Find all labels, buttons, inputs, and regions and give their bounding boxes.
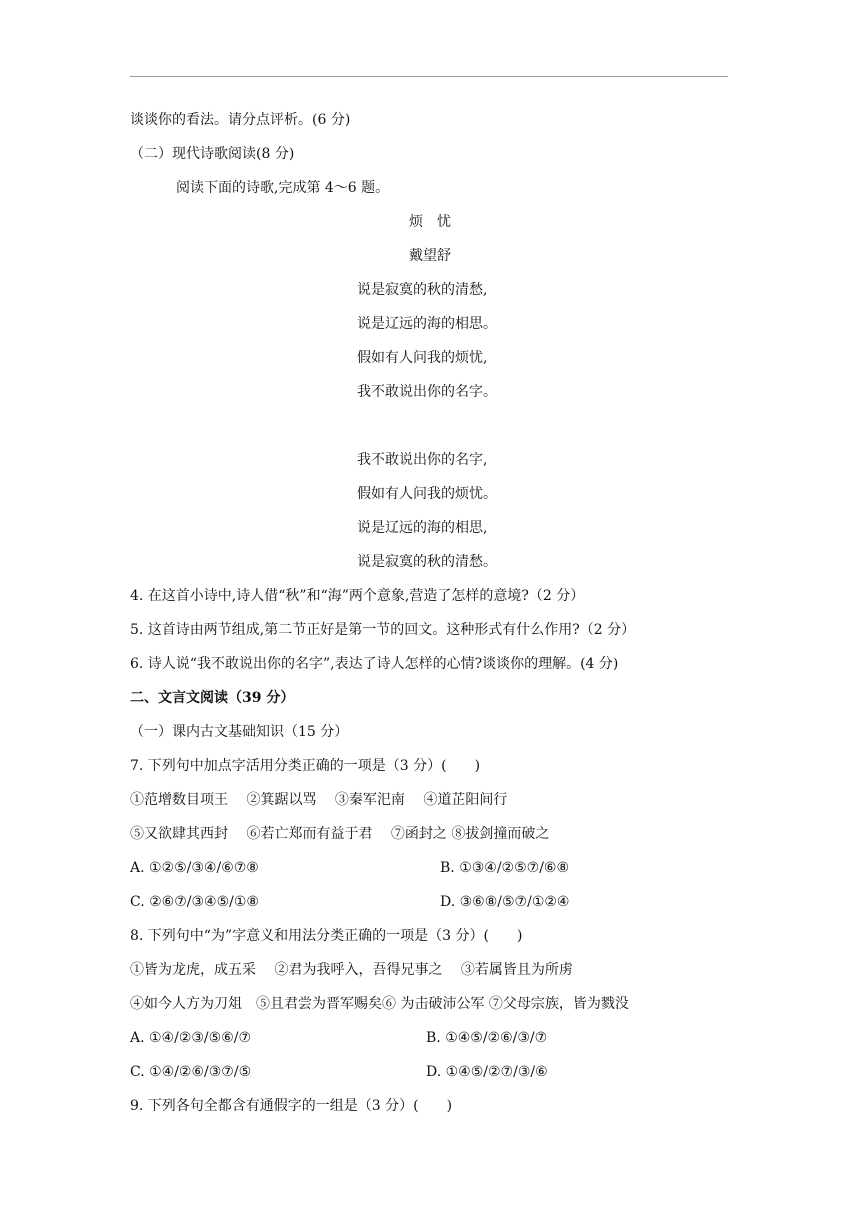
poem-line: 我不敢说出你的名字。 [357, 384, 497, 400]
continued-question-line: 谈谈你的看法。请分点评析。(6 分) [130, 112, 351, 128]
question-8-option-b: B. ①④⑤/②⑥/③/⑦ [426, 1030, 548, 1046]
question-7-items-line-2: ⑤又欲肆其西封 ⑥若亡郑而有益于君 ⑦函封之 ⑧拔剑撞而破之 [130, 826, 550, 842]
poem-line: 说是辽远的海的相思。 [357, 316, 497, 332]
question-7-option-b: B. ①③④/②⑤⑦/⑥⑧ [440, 860, 570, 876]
poem-line: 说是辽远的海的相思, [357, 520, 488, 536]
question-7-option-c: C. ②⑥⑦/③④⑤/①⑧ [130, 894, 259, 910]
question-8-items-line-2: ④如今人方为刀俎 ⑤且君尝为晋军赐矣⑥ 为击破沛公军 ⑦父母宗族，皆为戮没 [130, 996, 629, 1012]
poem-line: 假如有人问我的烦忧。 [357, 486, 497, 502]
question-8-option-c: C. ①④/②⑥/③⑦/⑤ [130, 1064, 252, 1080]
section-classical-chinese-heading: 二、文言文阅读（39 分） [130, 690, 295, 706]
poem-line: 说是寂寞的秋的清愁。 [357, 554, 497, 570]
poetry-instructions: 阅读下面的诗歌,完成第 4～6 题。 [176, 180, 390, 196]
question-9-stem: 9. 下列各句全都含有通假字的一组是（3 分）( ) [130, 1098, 453, 1114]
question-8-stem: 8. 下列句中“为”字意义和用法分类正确的一项是（3 分）( ) [130, 928, 523, 944]
poem-title: 烦 忧 [409, 214, 451, 230]
question-8-option-d: D. ①④⑤/②⑦/③/⑥ [426, 1064, 548, 1080]
subsection-basic-knowledge-heading: （一）课内古文基础知识（15 分） [130, 724, 349, 740]
question-7-items-line-1: ①范增数目项王 ②箕踞以骂 ③秦军汜南 ④道芷阳间行 [130, 792, 508, 808]
question-6: 6. 诗人说“我不敢说出你的名字”,表达了诗人怎样的心情?谈谈你的理解。(4 分) [130, 656, 619, 672]
poem-line: 说是寂寞的秋的清愁, [357, 282, 488, 298]
poem-line: 假如有人问我的烦忧, [357, 350, 488, 366]
question-7-option-d: D. ③⑥⑧/⑤⑦/①②④ [440, 894, 570, 910]
question-8-option-a: A. ①④/②③/⑤⑥/⑦ [130, 1030, 252, 1046]
question-8-items-line-1: ①皆为龙虎，成五采 ②君为我呼入，吾得兄事之 ③若属皆且为所虏 [130, 962, 573, 978]
question-4: 4. 在这首小诗中,诗人借“秋”和“海”两个意象,营造了怎样的意境?（2 分） [130, 588, 585, 604]
question-7-stem: 7. 下列句中加点字活用分类正确的一项是（3 分）( ) [130, 758, 481, 774]
header-rule [130, 76, 728, 77]
question-5: 5. 这首诗由两节组成,第二节正好是第一节的回文。这种形式有什么作用?（2 分） [130, 622, 636, 638]
section-modern-poetry-heading: （二）现代诗歌阅读(8 分) [130, 146, 295, 162]
poem-author: 戴望舒 [409, 248, 451, 264]
poem-line: 我不敢说出你的名字, [357, 452, 488, 468]
question-7-option-a: A. ①②⑤/③④/⑥⑦⑧ [130, 860, 259, 876]
